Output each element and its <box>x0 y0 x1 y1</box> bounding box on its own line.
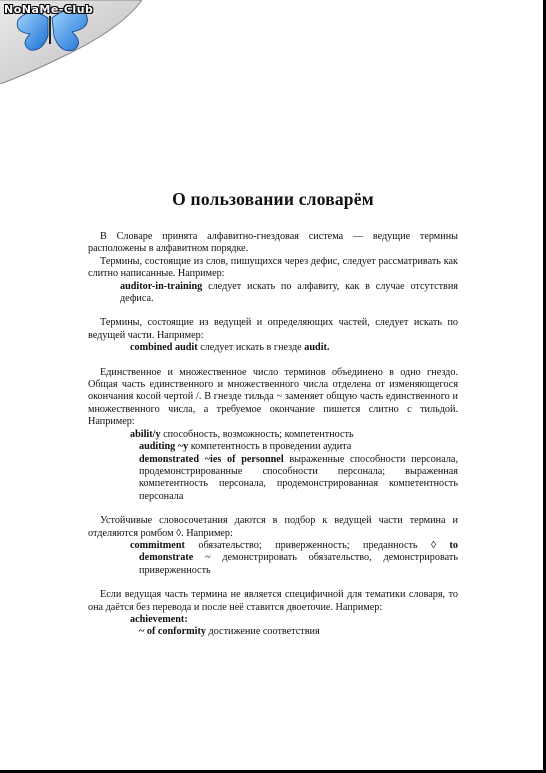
compound-example <box>88 342 458 354</box>
example-text: следует искать в гнезде <box>200 342 302 354</box>
example-term: ~ of conformity <box>139 626 206 638</box>
colon-example-1 <box>88 614 458 626</box>
example-text: способность, возможность; компетентность <box>163 428 354 440</box>
number-example-1 <box>88 429 458 441</box>
example-phrase: to demonstrate <box>139 539 459 564</box>
watermark-text: NoNaMe-Club <box>4 3 94 16</box>
example-text: компетентность в проведении аудита <box>190 441 352 453</box>
number-example-2 <box>88 441 458 453</box>
phrases-rule-paragraph: Устойчивые словосочетания даются в подбор к ведущей части термина и отделяются ромбом ◊. Например: <box>88 515 458 539</box>
example-term: combined audit <box>130 342 198 354</box>
page-title: О пользовании словарём <box>172 189 374 209</box>
example-term: auditing ~y <box>139 441 189 453</box>
watermark-badge <box>0 0 142 84</box>
hyphen-rule-paragraph: Термины, состоящие из слов, пишущихся через дефис, следует рассматривать как слитно написанные. Например: <box>88 255 458 280</box>
document-page <box>88 188 458 639</box>
example-text: следует искать по алфавиту, как в случае отсутствия дефиса. <box>120 280 458 305</box>
phrases-example <box>88 540 458 577</box>
example-term: achievement: <box>130 613 188 625</box>
colon-rule-paragraph: Если ведущая часть термина не является специфичной для тематики словаря, то она даётся без перевода и после неё ставится двоеточие. Например: <box>88 589 458 613</box>
compound-rule-paragraph: Термины, состоящие из ведущей и определяющих частей, следует искать по ведущей части. Например: <box>88 317 458 341</box>
number-example-3 <box>88 454 458 504</box>
intro-paragraph: В Словаре принята алфавитно-гнездовая система — ведущие термины расположены в алфавитном порядке. <box>88 231 458 255</box>
example-term: demonstrated ~ies of personnel <box>139 453 284 465</box>
example-term: abilit/y <box>130 428 161 440</box>
example-term: commitment <box>130 539 185 551</box>
example-text: обязательство; приверженность; преданность ◊ <box>198 539 437 551</box>
number-rule-paragraph: Единственное и множественное число терминов объединено в одно гнездо. Общая часть единственного и множественного числа отделена от изменяющегося окончания косой чертой /. В гнезде тильда ~ заменяет общую часть единственного и множественного числа, а требуемое окончание пишется слитно с тильдой. Например: <box>88 366 458 428</box>
hyphen-example <box>88 281 458 306</box>
example-text: достижение соответствия <box>208 626 320 638</box>
colon-example-2 <box>88 626 458 638</box>
example-text: выраженные способности персонала, продемонстрированные способности персонала; выраженная компетентность персонала, продемонстрированная компетентность персонала <box>139 453 458 502</box>
example-term: auditor-in-training <box>120 280 203 292</box>
example-text: ~ демонстрировать обязательство, демонстрировать приверженность <box>139 552 458 576</box>
example-nest: audit. <box>304 342 330 354</box>
